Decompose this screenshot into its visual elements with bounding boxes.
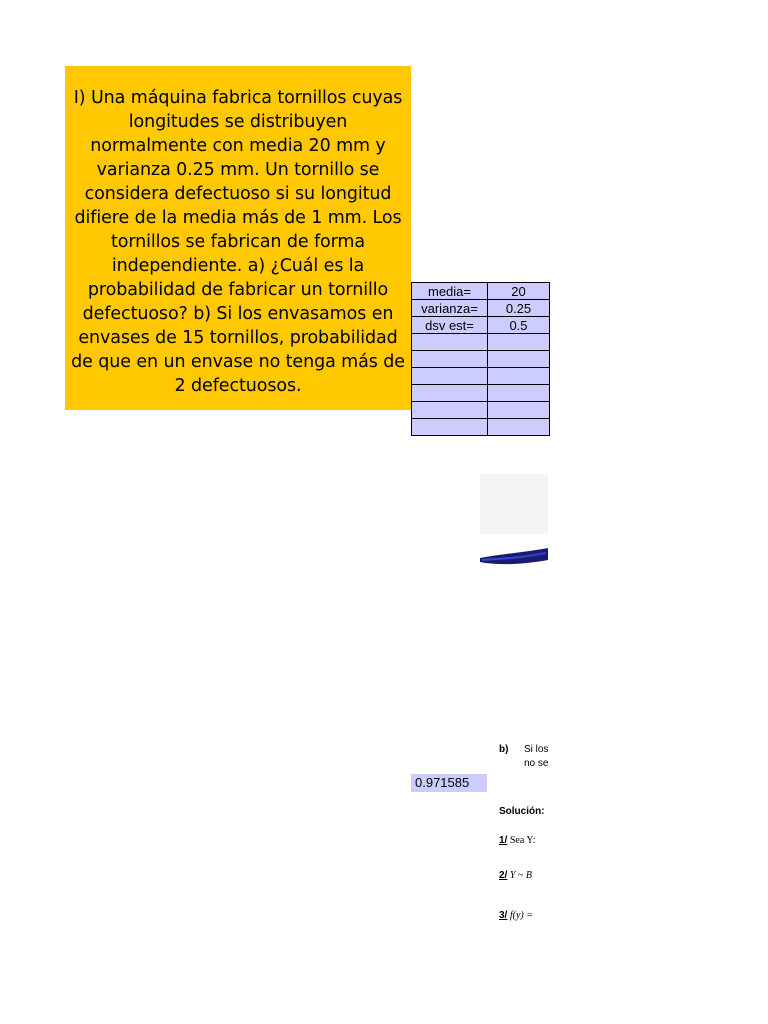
problem-text: I) Una máquina fabrica tornillos cuyas longitudes se distribuyen normalmente con media 20 mm y varianza 0.25 mm. Un tornillo se considera defectuoso si su longitud difiere de la media más de 1 mm. Los tornillos se fabrican de forma independiente. a) ¿Cuál es la probabilidad de fabricar un tornillo defectuoso? b) Si los envasamos en envases de 15 tornillos, probabilidad de que en un envase no tenga más de 2 defectuosos. (71, 88, 405, 396)
table-row (412, 300, 550, 317)
param-label-cell (412, 402, 488, 419)
part-b-label: b) (499, 744, 509, 755)
part-b-line1: Si los (524, 744, 549, 755)
param-label-cell (412, 368, 488, 385)
step-1-text: Sea Y: (509, 835, 536, 846)
result-cell: 0.971585 (411, 774, 487, 792)
table-row (412, 317, 550, 334)
partial-figure (480, 474, 548, 592)
figure-curve (480, 548, 548, 564)
parameters-table (411, 282, 550, 436)
param-value-cell (488, 334, 550, 351)
table-row (412, 385, 550, 402)
step-3-text: f(y) = (509, 910, 533, 921)
param-label-cell (412, 334, 488, 351)
param-value-cell (488, 402, 550, 419)
param-value-cell (488, 351, 550, 368)
step-1 (499, 835, 536, 846)
solution-title: Solución: (499, 806, 545, 817)
param-label-cell (412, 351, 488, 368)
param-value-cell (488, 385, 550, 402)
step-2 (499, 870, 532, 881)
param-label-cell: media= (412, 283, 488, 300)
table-row (412, 402, 550, 419)
param-label-cell: dsv est= (412, 317, 488, 334)
table-row (412, 351, 550, 368)
problem-statement-box (65, 66, 411, 410)
table-row (412, 334, 550, 351)
step-2-text: Y ~ B (509, 870, 532, 881)
figure-background (480, 474, 548, 534)
step-1-number: 1/ (499, 835, 508, 846)
solution-area (496, 744, 549, 944)
step-2-number: 2/ (499, 870, 508, 881)
param-value-cell: 0.25 (488, 300, 550, 317)
part-b-line2: no se (524, 758, 549, 769)
param-value-cell: 20 (488, 283, 550, 300)
param-label-cell (412, 419, 488, 436)
param-label-cell: varianza= (412, 300, 488, 317)
table-row (412, 368, 550, 385)
table-row (412, 419, 550, 436)
param-value-cell (488, 368, 550, 385)
param-label-cell (412, 385, 488, 402)
param-value-cell: 0.5 (488, 317, 550, 334)
step-3-number: 3/ (499, 910, 508, 921)
step-3 (499, 910, 533, 921)
param-value-cell (488, 419, 550, 436)
table-row (412, 283, 550, 300)
